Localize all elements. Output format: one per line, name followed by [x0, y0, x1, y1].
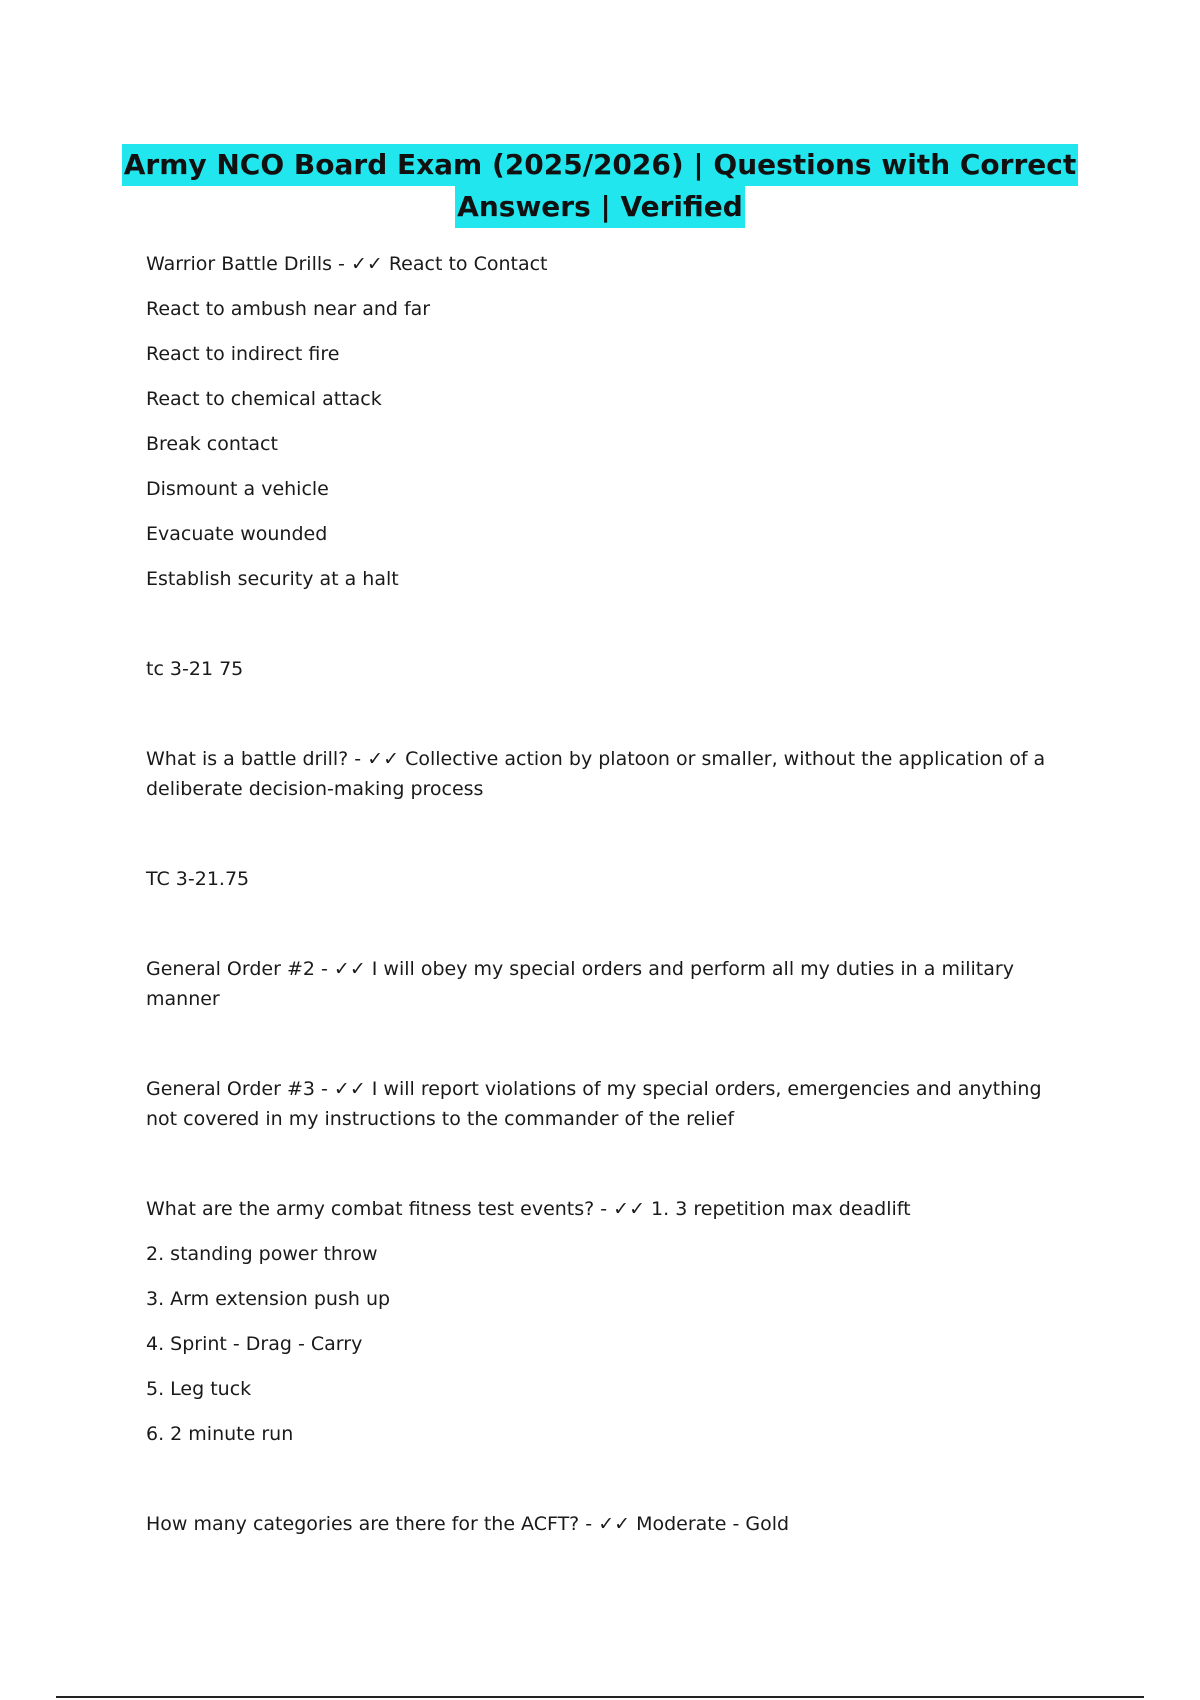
list-item: Evacuate wounded: [146, 523, 328, 545]
list-item: React to ambush near and far: [146, 298, 431, 320]
list-item: Dismount a vehicle: [146, 478, 329, 500]
battle-drills-question: Warrior Battle Drills - ✓✓ React to Contact: [146, 253, 548, 275]
list-item: React to indirect fire: [146, 343, 340, 365]
reference-tc-upper: TC 3-21.75: [146, 868, 250, 890]
list-item: 4. Sprint - Drag - Carry: [146, 1333, 363, 1355]
list-item: 2. standing power throw: [146, 1243, 378, 1265]
general-order-3: General Order #3 - ✓✓ I will report violations of my special orders, emergencies and anything not covered in my instructions to the commander of the relief: [146, 1078, 1042, 1130]
acft-events-question: What are the army combat fitness test events? - ✓✓ 1. 3 repetition max deadlift: [146, 1198, 911, 1220]
list-item: 5. Leg tuck: [146, 1378, 252, 1400]
reference-tc-lower: tc 3-21 75: [146, 658, 244, 680]
general-order-2: General Order #2 - ✓✓ I will obey my special orders and perform all my duties in a military manner: [146, 958, 1014, 1010]
list-item: Establish security at a halt: [146, 568, 399, 590]
title-line-1: Army NCO Board Exam (2025/2026) | Questions with Correct: [122, 144, 1079, 186]
list-item: React to chemical attack: [146, 388, 382, 410]
footer-divider: [56, 1696, 1144, 1698]
acft-categories-question: How many categories are there for the ACFT? - ✓✓ Moderate - Gold: [146, 1513, 790, 1535]
list-item: 6. 2 minute run: [146, 1423, 294, 1445]
battle-drill-definition: What is a battle drill? - ✓✓ Collective action by platoon or smaller, without the application of a deliberate decision-making process: [146, 748, 1046, 800]
document-title: [0, 144, 1200, 228]
list-item: 3. Arm extension push up: [146, 1288, 391, 1310]
title-line-2: Answers | Verified: [455, 186, 745, 228]
document-body: [146, 249, 1046, 1539]
list-item: Break contact: [146, 433, 278, 455]
